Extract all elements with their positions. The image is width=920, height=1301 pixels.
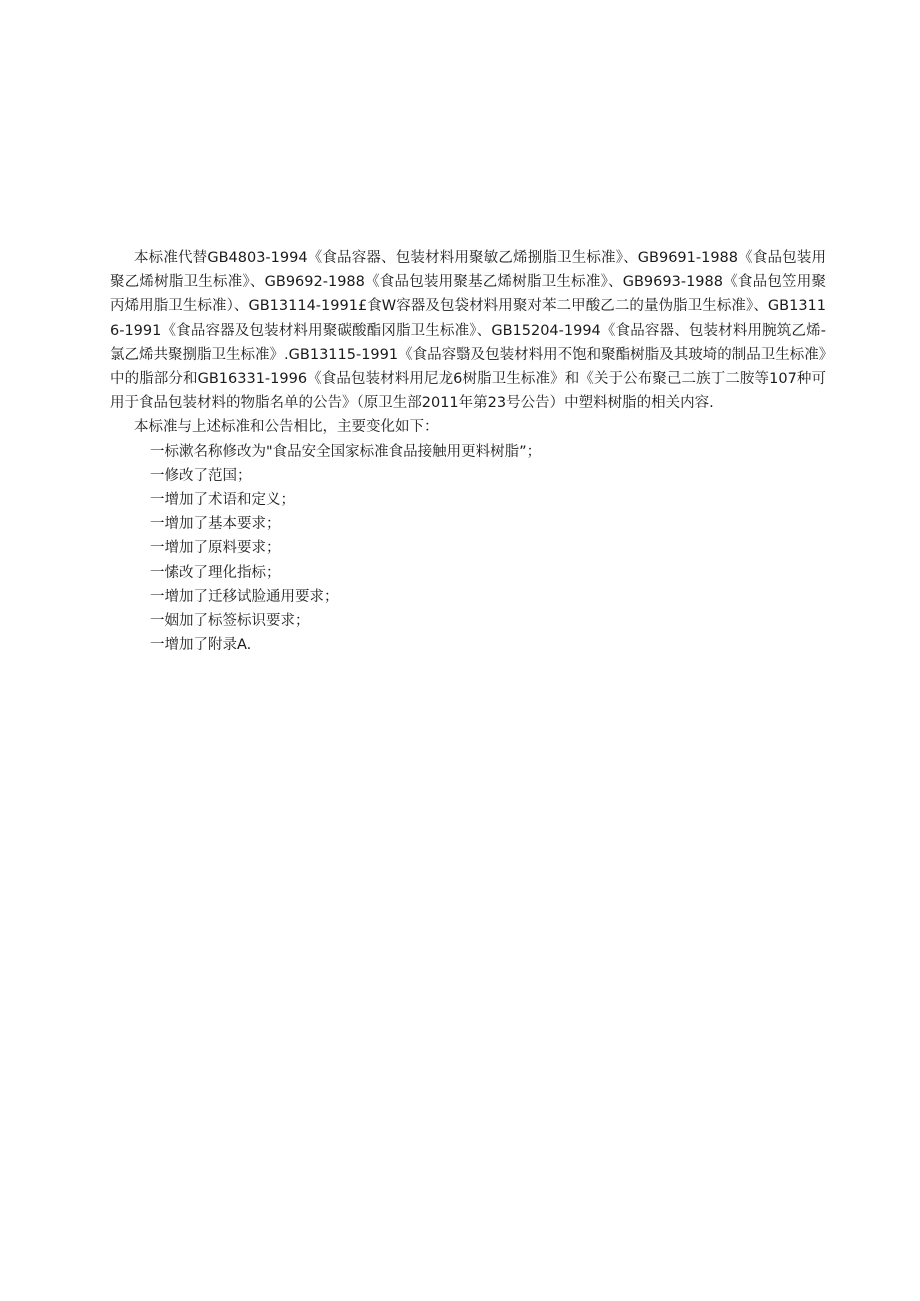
list-item: 一姻加了标签标识要求； bbox=[150, 613, 310, 630]
list-item: 一增加了原料要求； bbox=[150, 540, 281, 557]
changes-intro: 本标准与上述标准和公告相比，主要变化如下： bbox=[134, 419, 439, 436]
list-item: 一增加了术语和定义； bbox=[150, 492, 295, 509]
list-item: 一增加了迁移试脸通用要求； bbox=[150, 588, 339, 605]
list-item: 一增加了附录A. bbox=[150, 637, 252, 654]
replacement-paragraph: 本标准代替GB4803-1994《食品容器、包装材料用聚敏乙烯捌脂卫生标准》、GB9691-1988《食品包装用聚乙烯树脂卫生标准》、GB9692-1988《食品包装用聚基乙烯树脂卫生标准》、GB9693-1988《食品包笠用聚丙烯用脂卫生标准）、GB13114-1991£食W容器及包袋材料用聚对苯二甲酸乙二的量伪脂卫生标准》、GB13116-1991《食品容器及包装材料用聚碳酸酯冈脂卫生标准》、GB15204-1994《食品容器、包装材料用腕筑乙烯-氯乙烯共聚捌脂卫生标准》.GB13115-1991《食品容翳及包装材料用不饱和聚酯树脂及其玻埼的制品卫生标准》中的脂部分和GB16331-1996《食品包装材料用尼龙6树脂卫生标准》和《关于公布聚己二族丁二胺等107种可用于食品包装材料的物脂名单的公告》（原卫生部2011年第23号公告）中塑料树脂的相关内容. bbox=[110, 250, 826, 412]
list-item: 一标漱名称修改为"食品安全国家标准食品接触用更料树脂”； bbox=[150, 443, 542, 460]
changes-list bbox=[110, 440, 826, 658]
list-item: 一愫改了理化指标； bbox=[150, 564, 281, 581]
list-item: 一增加了基本要求； bbox=[150, 516, 281, 533]
list-item: 一修改了范国； bbox=[150, 467, 252, 484]
document-body bbox=[110, 246, 826, 657]
